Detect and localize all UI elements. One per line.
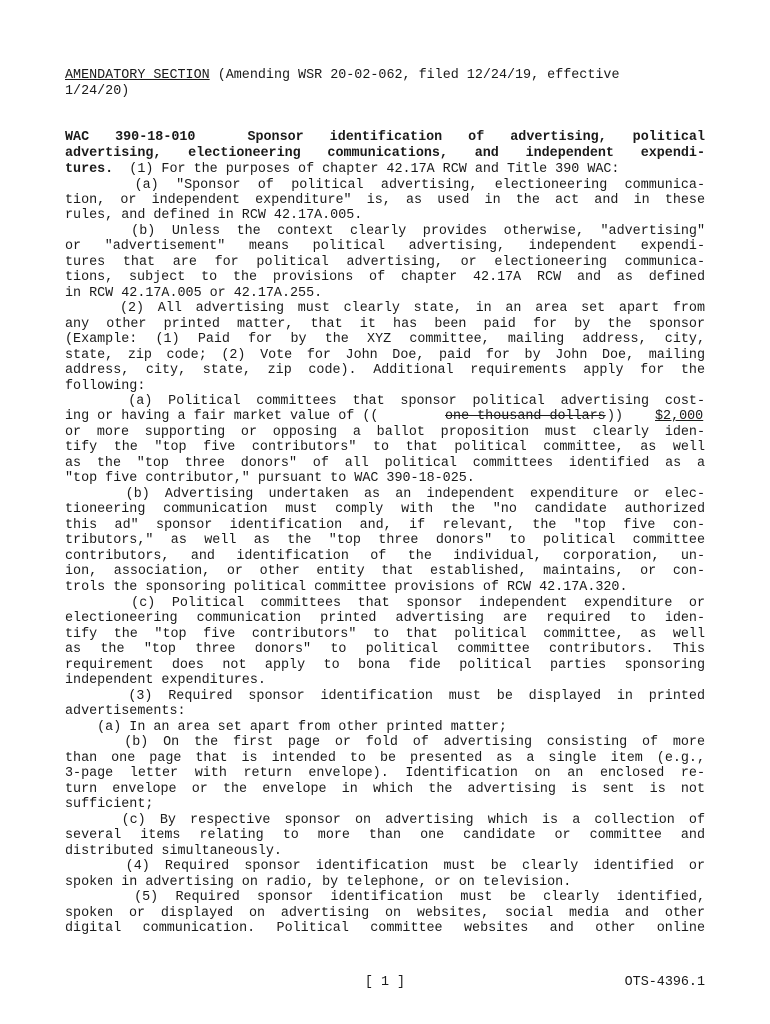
text-line: (b) Unless the context clearly provides otherwise, "advertising" — [65, 224, 705, 239]
amendatory-header — [65, 68, 705, 84]
text-line: spoken or displayed on advertising on websites, social media and other — [65, 906, 705, 921]
text-line: than one page that is intended to be presented as a single item (e.g., — [65, 751, 705, 766]
text-line: tion, or independent expenditure" is, as used in the act and in these — [65, 193, 705, 208]
text-line: tify the "top five contributors" to that political committee, as well — [65, 440, 705, 455]
text-line: several items relating to more than one candidate or committee and — [65, 828, 705, 843]
text-line: contributors, and identification of the individual, corporation, un- — [65, 549, 705, 564]
amended-value-line — [65, 409, 705, 425]
text-line: as the "top three donors" to political committee contributors. This — [65, 642, 705, 657]
section-heading-line-2: advertising, electioneering communications, and independent expendi- — [65, 146, 705, 161]
text-line: (c) By respective sponsor on advertising which is a collection of — [65, 813, 705, 828]
text-line: or more supporting or opposing a ballot proposition must clearly iden- — [65, 425, 705, 440]
text-line: (b) On the first page or fold of advertising consisting of more — [65, 735, 705, 750]
text-line: or "advertisement" means political advertising, independent expendi- — [65, 239, 705, 254]
text-line: (Example: (1) Paid for by the XYZ committee, mailing address, city, — [65, 332, 705, 347]
text-line: sufficient; — [65, 797, 154, 812]
text-line: address, city, state, zip code). Additional requirements apply for the — [65, 363, 705, 378]
page-number: [ 1 ] — [364, 975, 406, 990]
amending-note-continued: 1/24/20) — [65, 84, 130, 99]
text-line: any other printed matter, that it has been paid for by the sponsor — [65, 317, 705, 332]
amending-note: (Amending WSR 20-02-062, filed 12/24/19, effective — [209, 68, 620, 83]
paragraph-1-start: (1) For the purposes of chapter 42.17A RCW and Title 390 WAC: — [113, 162, 620, 177]
text-line: tributors," as well as the "top three donors" to political committee — [65, 533, 705, 548]
document-code: OTS-4396.1 — [624, 975, 705, 990]
text-line: tify the "top five contributors" to that political committee, as well — [65, 627, 705, 642]
amended-value-prefix: ing or having a fair market value of (( — [65, 409, 379, 424]
text-line: as the "top three donors" of all political committees identified as a — [65, 456, 705, 471]
text-line: distributed simultaneously. — [65, 844, 282, 859]
text-line: turn envelope or the envelope in which the advertising is sent is not — [65, 782, 705, 797]
text-line: digital communication. Political committee websites and other online — [65, 921, 705, 936]
amendment-close: )) — [607, 409, 632, 424]
text-line: advertisements: — [65, 704, 186, 719]
text-line: tures that are for political advertising, or electioneering communica- — [65, 255, 705, 270]
text-line: "top five contributor," pursuant to WAC 390-18-025. — [65, 471, 475, 486]
text-line: this ad" sponsor identification and, if relevant, the "top five con- — [65, 518, 705, 533]
text-line: (2) All advertising must clearly state, in an area set apart from — [65, 301, 705, 316]
text-line: state, zip code; (2) Vote for John Doe, paid for by John Doe, mailing — [65, 348, 705, 363]
text-line: (a) In an area set apart from other printed matter; — [65, 720, 507, 735]
text-line: electioneering communication printed advertising are required to iden- — [65, 611, 705, 626]
text-line: (4) Required sponsor identification must be clearly identified or — [65, 859, 705, 874]
inserted-amount: $2,000 — [655, 409, 704, 424]
amendatory-section-label: AMENDATORY SECTION — [65, 68, 210, 83]
text-line: (a) "Sponsor of political advertising, electioneering communica- — [65, 178, 705, 193]
text-line: (5) Required sponsor identification must be clearly identified, — [65, 890, 705, 905]
text-line: ion, association, or other entity that established, maintains, or con- — [65, 564, 705, 579]
deleted-amount: one thousand dollars — [445, 409, 606, 424]
section-heading-end: tures. — [65, 162, 114, 177]
text-line: independent expenditures. — [65, 673, 266, 688]
text-line: trols the sponsoring political committee provisions of RCW 42.17A.320. — [65, 580, 628, 595]
text-line: (b) Advertising undertaken as an independent expenditure or elec- — [65, 487, 705, 502]
text-line: rules, and defined in RCW 42.17A.005. — [65, 208, 363, 223]
section-heading-line-3 — [65, 162, 705, 178]
text-line: tions, subject to the provisions of chapter 42.17A RCW and as defined — [65, 270, 705, 285]
text-line: in RCW 42.17A.005 or 42.17A.255. — [65, 286, 323, 301]
section-heading-line-1: WAC 390-18-010 Sponsor identification of advertising, political — [65, 130, 705, 145]
text-line: spoken in advertising on radio, by telephone, or on television. — [65, 875, 572, 890]
text-line: requirement does not apply to bona fide political parties sponsoring — [65, 658, 705, 673]
text-line: following: — [65, 379, 146, 394]
text-line: (3) Required sponsor identification must be displayed in printed — [65, 689, 705, 704]
text-line: tioneering communication must comply with the "no candidate authorized — [65, 502, 705, 517]
text-line: 3-page letter with return envelope). Identification on an enclosed re- — [65, 766, 705, 781]
text-line: (c) Political committees that sponsor independent expenditure or — [65, 596, 705, 611]
text-line: (a) Political committees that sponsor political advertising cost- — [65, 394, 705, 409]
